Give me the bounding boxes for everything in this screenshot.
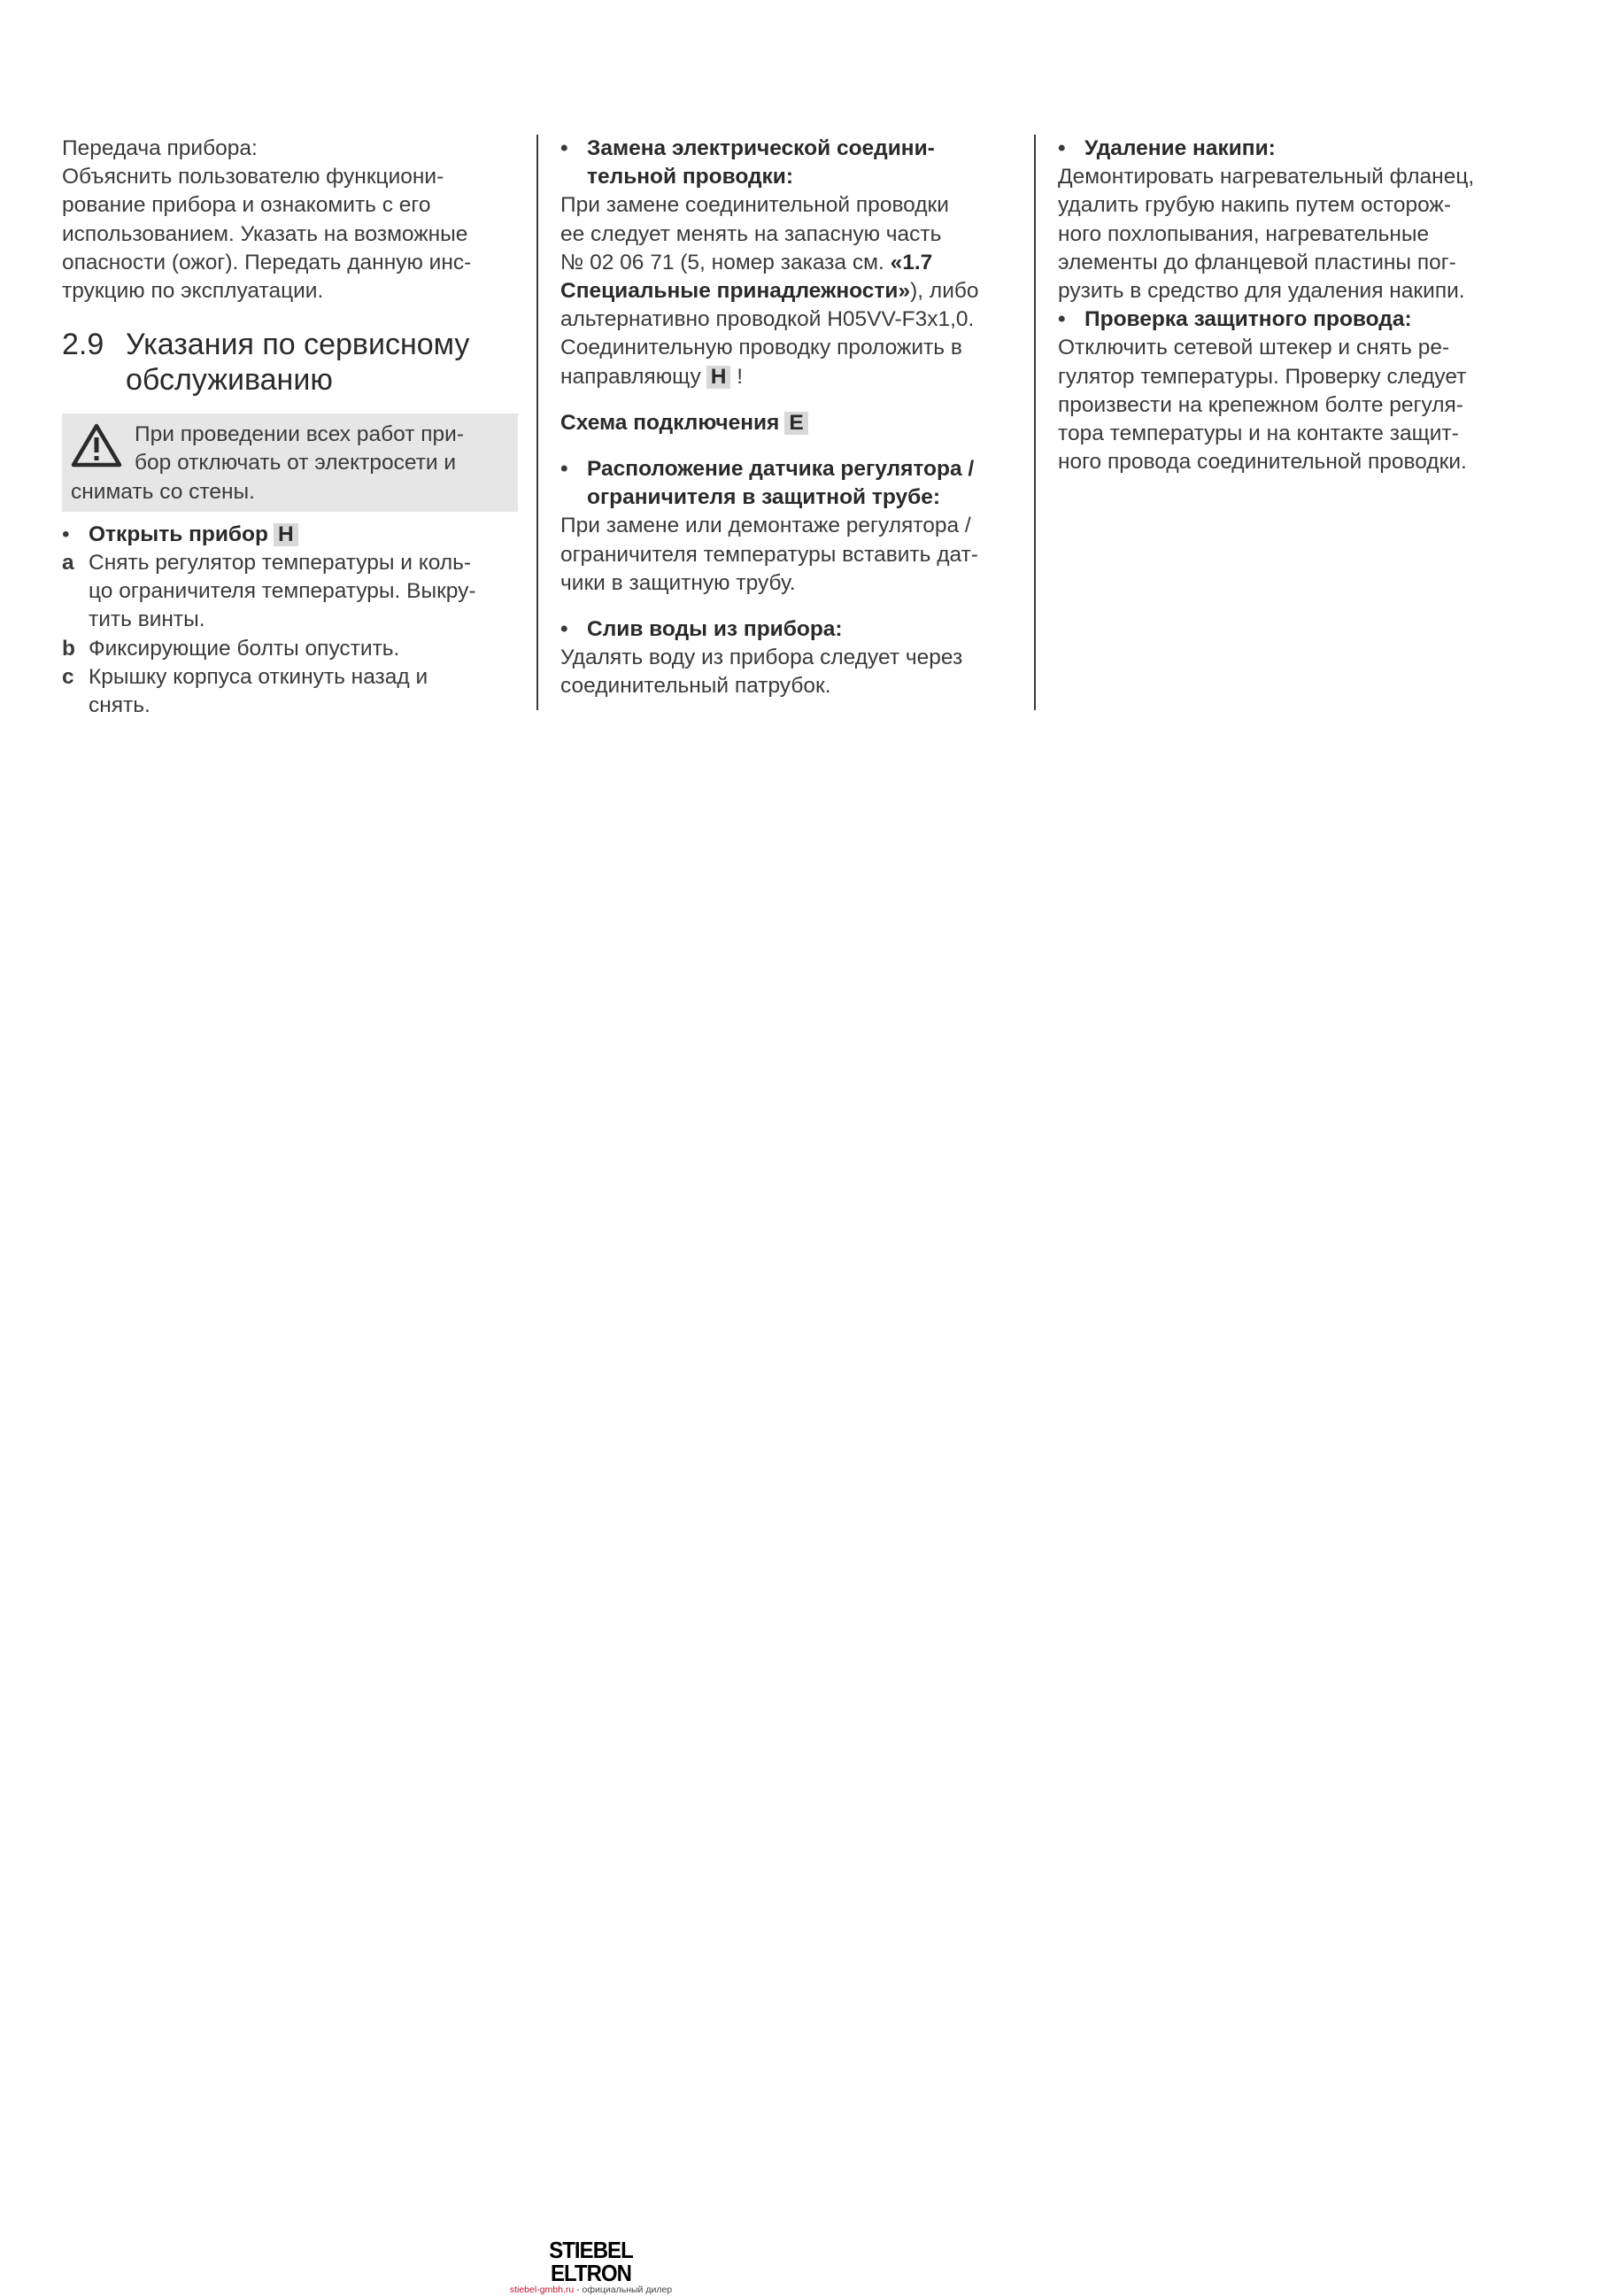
section-title-line2: обслуживанию xyxy=(126,363,333,398)
bullet: • xyxy=(560,457,568,482)
bullet: • xyxy=(1058,307,1066,332)
warning-line: При проведении всех работ при- xyxy=(135,422,464,447)
step-line: снять. xyxy=(89,693,150,718)
step-text xyxy=(89,549,476,635)
column-divider-1 xyxy=(536,135,538,710)
handover-title: Передача прибора: xyxy=(62,136,258,160)
step-text xyxy=(89,635,399,663)
figure-ref-badge: H xyxy=(706,366,731,389)
pe-check-title: Проверка защитного провода: xyxy=(1084,307,1412,332)
body-line: элементы до фланцевой пластины пог- xyxy=(1058,250,1456,274)
body-line: ограничителя температуры вставить дат- xyxy=(560,542,978,567)
section-number: 2.9 xyxy=(62,328,104,362)
open-device-label: Открыть прибор xyxy=(89,522,268,546)
step-line: Крышку корпуса откинуть назад и xyxy=(89,664,428,689)
scheme-label: Схема подключения xyxy=(560,410,780,435)
bullet: • xyxy=(560,136,568,160)
step-text xyxy=(89,663,428,720)
body-line: Демонтировать нагревательный фланец, xyxy=(1058,165,1475,189)
body-line xyxy=(560,277,1016,305)
body-line: Удалять воду из прибора следует через xyxy=(560,646,963,670)
step-letter: a xyxy=(62,551,74,576)
section-reference: Специальные принадлежности» xyxy=(560,279,911,304)
step-line: тить винты. xyxy=(89,607,205,632)
column-divider-2 xyxy=(1034,135,1036,710)
body-line: чики в защитную трубу. xyxy=(560,570,796,595)
step-line: Фиксирующие болты опустить. xyxy=(89,636,400,661)
spacer xyxy=(560,598,1016,615)
step-letter: c xyxy=(62,664,74,689)
title-line: Замена электрической соедини- xyxy=(587,136,935,160)
title-line: Расположение датчика регулятора / xyxy=(587,457,975,482)
handover-line: опасности (ожог). Передать данную инс- xyxy=(62,250,472,274)
section-heading xyxy=(62,327,518,398)
step-letter: b xyxy=(62,636,75,661)
body-line: При замене соединительной проводки xyxy=(560,193,949,218)
pe-check-heading xyxy=(1058,305,1527,334)
title-line: тельной проводки: xyxy=(587,165,794,189)
section-reference: «1.7 xyxy=(890,250,933,274)
step-item xyxy=(62,549,518,635)
bullet: • xyxy=(560,617,568,642)
bullet: • xyxy=(1058,136,1066,160)
body-text: ), либо xyxy=(910,279,979,304)
step-line: Снять регулятор температуры и коль- xyxy=(89,551,472,576)
column-2 xyxy=(560,135,1016,701)
body-line: соединительный патрубок. xyxy=(560,674,831,699)
part-number-text: № 02 06 71 (5, номер заказа см. xyxy=(560,250,891,274)
body-line: При замене или демонтаже регулятора / xyxy=(560,514,971,538)
handover-line: Объяснить пользователю функциони- xyxy=(62,165,444,189)
body-line: ее следует менять на запасную часть xyxy=(560,221,942,246)
title-line: ограничителя в защитной трубе: xyxy=(587,485,941,510)
drain-heading xyxy=(560,615,1016,644)
section-title-line1: Указания по сервисному xyxy=(126,328,470,362)
dealer-note xyxy=(505,2284,677,2296)
body-line xyxy=(560,249,1016,277)
figure-ref-badge: E xyxy=(784,412,807,435)
descale-title: Удаление накипи: xyxy=(1084,136,1276,160)
section-title xyxy=(126,327,469,398)
warning-line: бор отключать от электросети и xyxy=(135,451,457,475)
step-item xyxy=(62,663,518,720)
handover-line: трукцию по эксплуатации. xyxy=(62,279,324,304)
step-item xyxy=(62,635,518,663)
body-text: направляющу xyxy=(560,364,701,389)
open-device-item xyxy=(62,521,518,549)
warning-triangle-icon xyxy=(71,422,122,468)
body-line xyxy=(560,363,1016,391)
drain-title: Слив воды из прибора: xyxy=(587,617,843,642)
dealer-site: stiebel-gmbh.ru xyxy=(509,2284,575,2295)
handover-line: рование прибора и ознакомить с его xyxy=(62,193,431,218)
body-line: удалить грубую накипь путем осторож- xyxy=(1058,193,1451,218)
dealer-text: - официальный дилер xyxy=(574,2284,673,2295)
body-line: альтернативно проводкой H05VV-F3x1,0. xyxy=(560,307,975,332)
brand-name: STIEBEL ELTRON xyxy=(549,2237,633,2286)
body-line: гулятор температуры. Проверку следует xyxy=(1058,364,1467,389)
replace-cable-title xyxy=(587,135,935,191)
bullet: • xyxy=(62,522,70,546)
brand-logo xyxy=(505,2238,677,2296)
column-3 xyxy=(1058,135,1527,476)
body-text: ! xyxy=(737,364,744,389)
scheme-line xyxy=(560,409,1016,437)
warning-line: снимать со стены. xyxy=(71,479,255,504)
replace-cable-heading xyxy=(560,135,1016,191)
body-line: произвести на крепежном болте регуля- xyxy=(1058,392,1463,417)
body-line: тора температуры и на контакте защит- xyxy=(1058,421,1459,446)
figure-ref-badge: H xyxy=(274,523,298,546)
column-1 xyxy=(62,135,518,720)
body-line: Соединительную проводку проложить в xyxy=(560,336,962,360)
spacer xyxy=(560,437,1016,455)
sensor-heading xyxy=(560,455,1016,512)
spacer xyxy=(560,391,1016,409)
warning-box xyxy=(62,414,518,512)
sensor-title xyxy=(587,455,974,512)
body-line: Отключить сетевой штекер и снять ре- xyxy=(1058,336,1450,360)
body-line: рузить в средство для удаления накипи. xyxy=(1058,279,1465,304)
handover-line: использованием. Указать на возможные xyxy=(62,221,468,246)
body-line: ного похлопывания, нагревательные xyxy=(1058,221,1430,246)
body-line: ного провода соединительной проводки. xyxy=(1058,450,1467,475)
descale-heading xyxy=(1058,135,1527,163)
step-line: цо ограничителя температуры. Выкру- xyxy=(89,579,476,604)
